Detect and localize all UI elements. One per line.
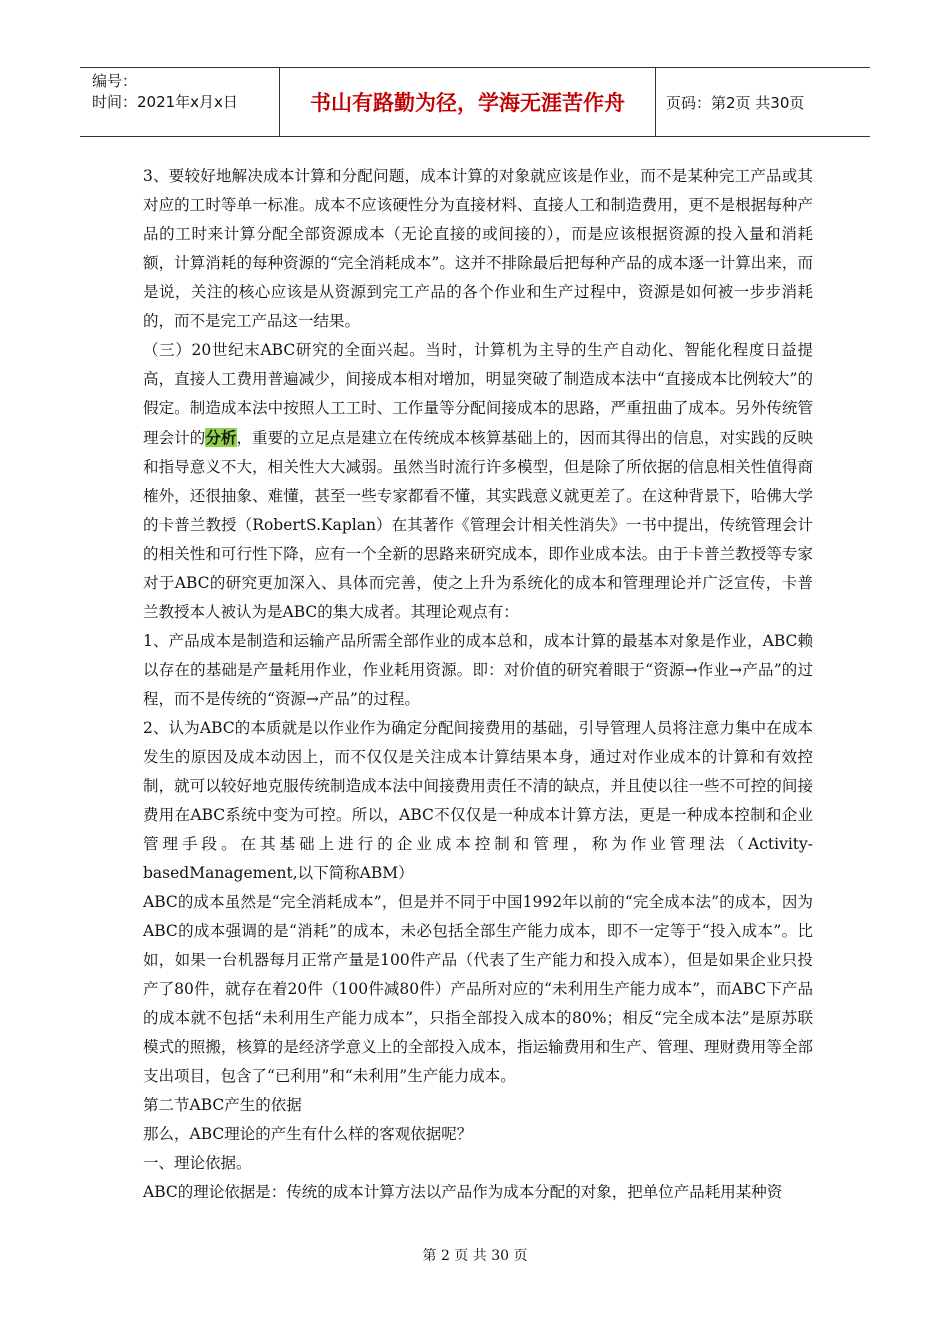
footer-page-number: 第 2 页 共 30 页 [422, 1248, 528, 1264]
header-page-number: 页码：第2页 共30页 [666, 93, 805, 112]
paragraph: ABC的成本虽然是“完全消耗成本”，但是并不同于中国1992年以前的“完全成本法”的成本，因为ABC的成本强调的是“消耗”的成本，未必包括全部生产能力成本，即不一定等于“投入成本”。比如，如果一台机器每月正常产量是100件产品（代表了生产能力和投入成本），但是如果企业只投产了80件，就存在着20件（100件减80件）产品所对应的“未利用生产能力成本”，而ABC下产品的成本就不包括“未利用生产能力成本”，只指全部投入成本的80%；相反“完全成本法”是原苏联模式的照搬，核算的是经济学意义上的全部投入成本，指运输费用和生产、管理、理财费用等全部支出项目，包含了“已利用”和“未利用”生产能力成本。 [143, 893, 813, 1085]
document-date-label: 时间：2021年x月x日 [92, 93, 238, 111]
paragraph-text: ，重要的立足点是建立在传统成本核算基础上的，因而其得出的信息，对实践的反映和指导意义不大，相关性大大减弱。虽然当时流行许多模型，但是除了所依据的信息相关性值得商榷外，还很抽象、难懂，甚至一些专家都看不懂，其实践意义就更差了。在这种背景下，哈佛大学的卡普兰教授（RobertS.Kaplan）在其著作《管理会计相关性消失》一书中提出，传统管理会计的相关性和可行性下降，应有一个全新的思路来研究成本，即作业成本法。由于卡普兰教授等专家对于ABC的研究更加深入、具体而完善，使之上升为系统化的成本和管理理论并广泛宣传，卡普兰教授本人被认为是ABC的集大成者。其理论观点有： [143, 429, 813, 621]
section-heading: 第二节ABC产生的依据 [143, 1096, 302, 1114]
document-number-label: 编号： [92, 72, 138, 90]
paragraph [143, 336, 813, 627]
paragraph: 2、认为ABC的本质就是以作业作为确定分配间接费用的基础，引导管理人员将注意力集中在成本发生的原因及成本动因上，而不仅仅是关注成本计算结果本身，通过对作业成本的计算和有效控制，就可以较好地克服传统制造成本法中间接费用责任不清的缺点，并且使以往一些不可控的间接费用在ABC系统中变为可控。所以，ABC不仅仅是一种成本计算方法，更是一种成本控制和企业管理手段。在其基础上进行的企业成本控制和管理，称为作业管理法（Activity-basedManagement,以下简称ABM） [143, 719, 813, 882]
page-footer [0, 1245, 950, 1265]
paragraph: 那么，ABC理论的产生有什么样的客观依据呢？ [143, 1125, 473, 1143]
paragraph: 3、要较好地解决成本计算和分配问题，成本计算的对象就应该是作业，而不是某种完工产品或其对应的工时等单一标准。成本不应该硬性分为直接材料、直接人工和制造费用，更不是根据每种产品的工时来计算分配全部资源成本（无论直接的或间接的），而是应该根据资源的投入量和消耗额，计算消耗的每种资源的“完全消耗成本”。这并不排除最后把每种产品的成本逐一计算出来，而是说，关注的核心应该是从资源到完工产品的各个作业和生产过程中，资源是如何被一步步消耗的，而不是完工产品这一结果。 [143, 167, 813, 330]
page-header [80, 67, 870, 137]
header-motto: 书山有路勤为径，学海无涯苦作舟 [280, 68, 656, 136]
paragraph: 1、产品成本是制造和运输产品所需全部作业的成本总和，成本计算的最基本对象是作业，ABC赖以存在的基础是产量耗用作业，作业耗用资源。即：对价值的研究着眼于“资源→作业→产品”的过程，而不是传统的“资源→产品”的过程。 [143, 632, 813, 708]
header-info [80, 68, 280, 136]
paragraph: ABC的理论依据是：传统的成本计算方法以产品作为成本分配的对象，把单位产品耗用某种资 [143, 1183, 783, 1201]
paragraph-text: （三）20世纪末ABC研究的全面兴起。当时，计算机为主导的生产自动化、智能化程度日益提高，直接人工费用普遍减少，间接成本相对增加，明显突破了制造成本法中“直接成本比例较大”的假定。制造成本法中按照人工工时、工作量等分配间接成本的思路，严重扭曲了成本。另外传统管理会计的 [143, 341, 813, 447]
highlighted-term: 分析 [205, 428, 237, 447]
document-body [143, 162, 813, 1207]
subsection-heading: 一、理论依据。 [143, 1154, 252, 1172]
